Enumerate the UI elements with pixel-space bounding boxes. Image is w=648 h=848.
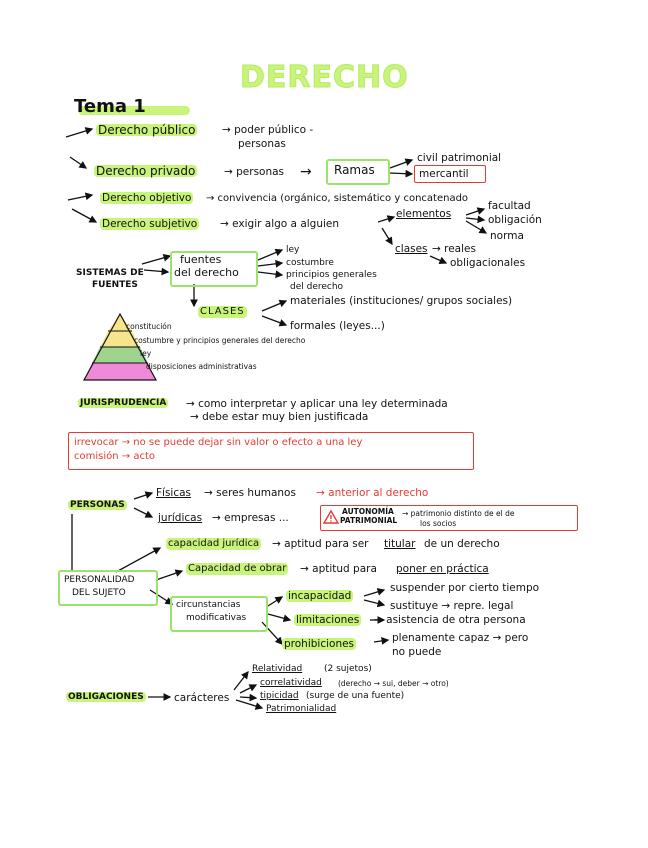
personalidad-label: PERSONALIDAD: [64, 575, 135, 585]
autonomia-label: AUTONOMÍA: [342, 507, 394, 516]
derecho-privado-desc: → personas: [224, 166, 285, 178]
derecho-subjetivo-label: Derecho subjetivo: [102, 218, 198, 230]
sistemas-label: SISTEMAS DE: [76, 268, 144, 278]
patrimonio-desc: → patrimonio distinto de el de: [402, 509, 515, 518]
circunstancias-label: circunstancias: [176, 600, 241, 610]
obligacion-label: obligación: [488, 214, 542, 226]
irrevocar-line: irrevocar → no se puede dejar sin valor o efecto a una ley: [74, 437, 363, 448]
mercantil-label: mercantil: [419, 168, 469, 180]
principios-label-2: del derecho: [290, 282, 344, 292]
derecho-objetivo-label: Derecho objetivo: [102, 192, 192, 204]
arrow-glyph: →: [300, 164, 312, 180]
derecho-publico-desc2: personas: [238, 138, 286, 150]
clases-label: clases: [395, 243, 428, 255]
derecho-publico-label: Derecho público: [98, 123, 196, 137]
obligaciones-label: OBLIGACIONES: [68, 692, 144, 702]
jurisprudencia-label: JURISPRUDENCIA: [80, 398, 167, 408]
derecho-objetivo-desc: → convivencia (orgánico, sistemático y concatenado: [206, 193, 469, 204]
capacidad-juridica-desc: → aptitud para ser: [272, 538, 369, 550]
capacidad-obrar-desc: → aptitud para: [300, 563, 377, 575]
pyramid-disposiciones: disposiciones administrativas: [146, 362, 257, 371]
ley-label: ley: [286, 245, 300, 255]
tipicidad-label: tipicidad: [260, 691, 299, 701]
prohibiciones-label: prohibiciones: [284, 638, 355, 650]
patrimonio-desc-2: los socios: [420, 519, 457, 528]
juridicas-label: jurídicas: [158, 512, 203, 524]
facultad-label: facultad: [488, 200, 531, 212]
fisicas-desc: → seres humanos: [204, 487, 296, 499]
plenamente-label-2: no puede: [392, 646, 442, 658]
circunstancias-label-2: modificativas: [186, 613, 247, 623]
sustituye-label: sustituye → repre. legal: [390, 600, 514, 612]
jurisprudencia-desc: → como interpretar y aplicar una ley determinada: [186, 398, 448, 410]
asistencia-label: → asistencia de otra persona: [374, 614, 526, 626]
principios-label: principios generales: [286, 270, 377, 280]
page-title: DERECHO: [240, 60, 409, 95]
correlatividad-label: correlatividad: [260, 678, 322, 688]
civil-patrimonial: civil patrimonial: [417, 152, 502, 164]
relatividad-label: Relatividad: [252, 664, 303, 674]
jurisprudencia-desc-2: → debe estar muy bien justificada: [190, 411, 369, 423]
tema-heading: Tema 1: [74, 96, 146, 117]
caracteres-label: carácteres: [174, 692, 230, 704]
materiales-label: materiales (instituciones/ grupos sociales): [290, 295, 513, 307]
correlatividad-note: (derecho → sui, deber → otro): [338, 679, 449, 688]
limitaciones-label: limitaciones: [296, 614, 360, 626]
anterior-derecho: → anterior al derecho: [316, 487, 429, 499]
relatividad-note: (2 sujetos): [324, 664, 372, 674]
costumbre-label: costumbre: [286, 258, 334, 268]
elementos-label: elementos: [396, 208, 452, 220]
juridicas-desc: → empresas ...: [212, 512, 289, 524]
capacidad-obrar-label: Capacidad de obrar: [188, 563, 287, 574]
obligacionales-label: obligacionales: [450, 257, 526, 269]
tipicidad-note: (surge de una fuente): [306, 691, 405, 701]
capacidad-juridica-end: de un derecho: [424, 538, 500, 550]
clases-fuentes-label: CLASES: [200, 306, 245, 317]
derecho-subjetivo-desc: → exigir algo a alguien: [220, 218, 340, 230]
sistemas-label-2: FUENTES: [92, 280, 138, 290]
comision-line: comisión → acto: [74, 451, 155, 462]
derecho-privado-label: Derecho privado: [96, 164, 196, 178]
personas-label: PERSONAS: [70, 500, 125, 510]
ramas-label: Ramas: [334, 163, 375, 177]
poner-practica-label: poner en práctica: [396, 563, 489, 575]
fisicas-label: Físicas: [156, 487, 192, 499]
autonomia-label-2: PATRIMONIAL: [340, 516, 398, 525]
capacidad-juridica-label: capacidad jurídica: [168, 538, 260, 549]
fuentes-label: fuentes: [180, 253, 222, 266]
plenamente-label: plenamente capaz → pero: [392, 632, 529, 644]
pyramid-costumbre: costumbre y principios generales del derecho: [134, 336, 306, 345]
derecho-publico-desc: → poder público -: [222, 124, 314, 136]
reales-label: → reales: [432, 243, 476, 255]
suspender-label: suspender por cierto tiempo: [390, 582, 540, 594]
formales-label: formales (leyes...): [290, 320, 385, 332]
norma-label: norma: [490, 230, 524, 242]
personalidad-label-2: DEL SUJETO: [72, 588, 126, 598]
fuentes-label-2: del derecho: [174, 266, 239, 279]
pyramid-ley: ley: [140, 349, 152, 358]
pyramid-constitucion: constitución: [126, 322, 172, 331]
patrimonialidad-label: Patrimonialidad: [266, 704, 337, 714]
titular-label: titular: [384, 538, 416, 550]
incapacidad-label: incapacidad: [288, 590, 352, 602]
